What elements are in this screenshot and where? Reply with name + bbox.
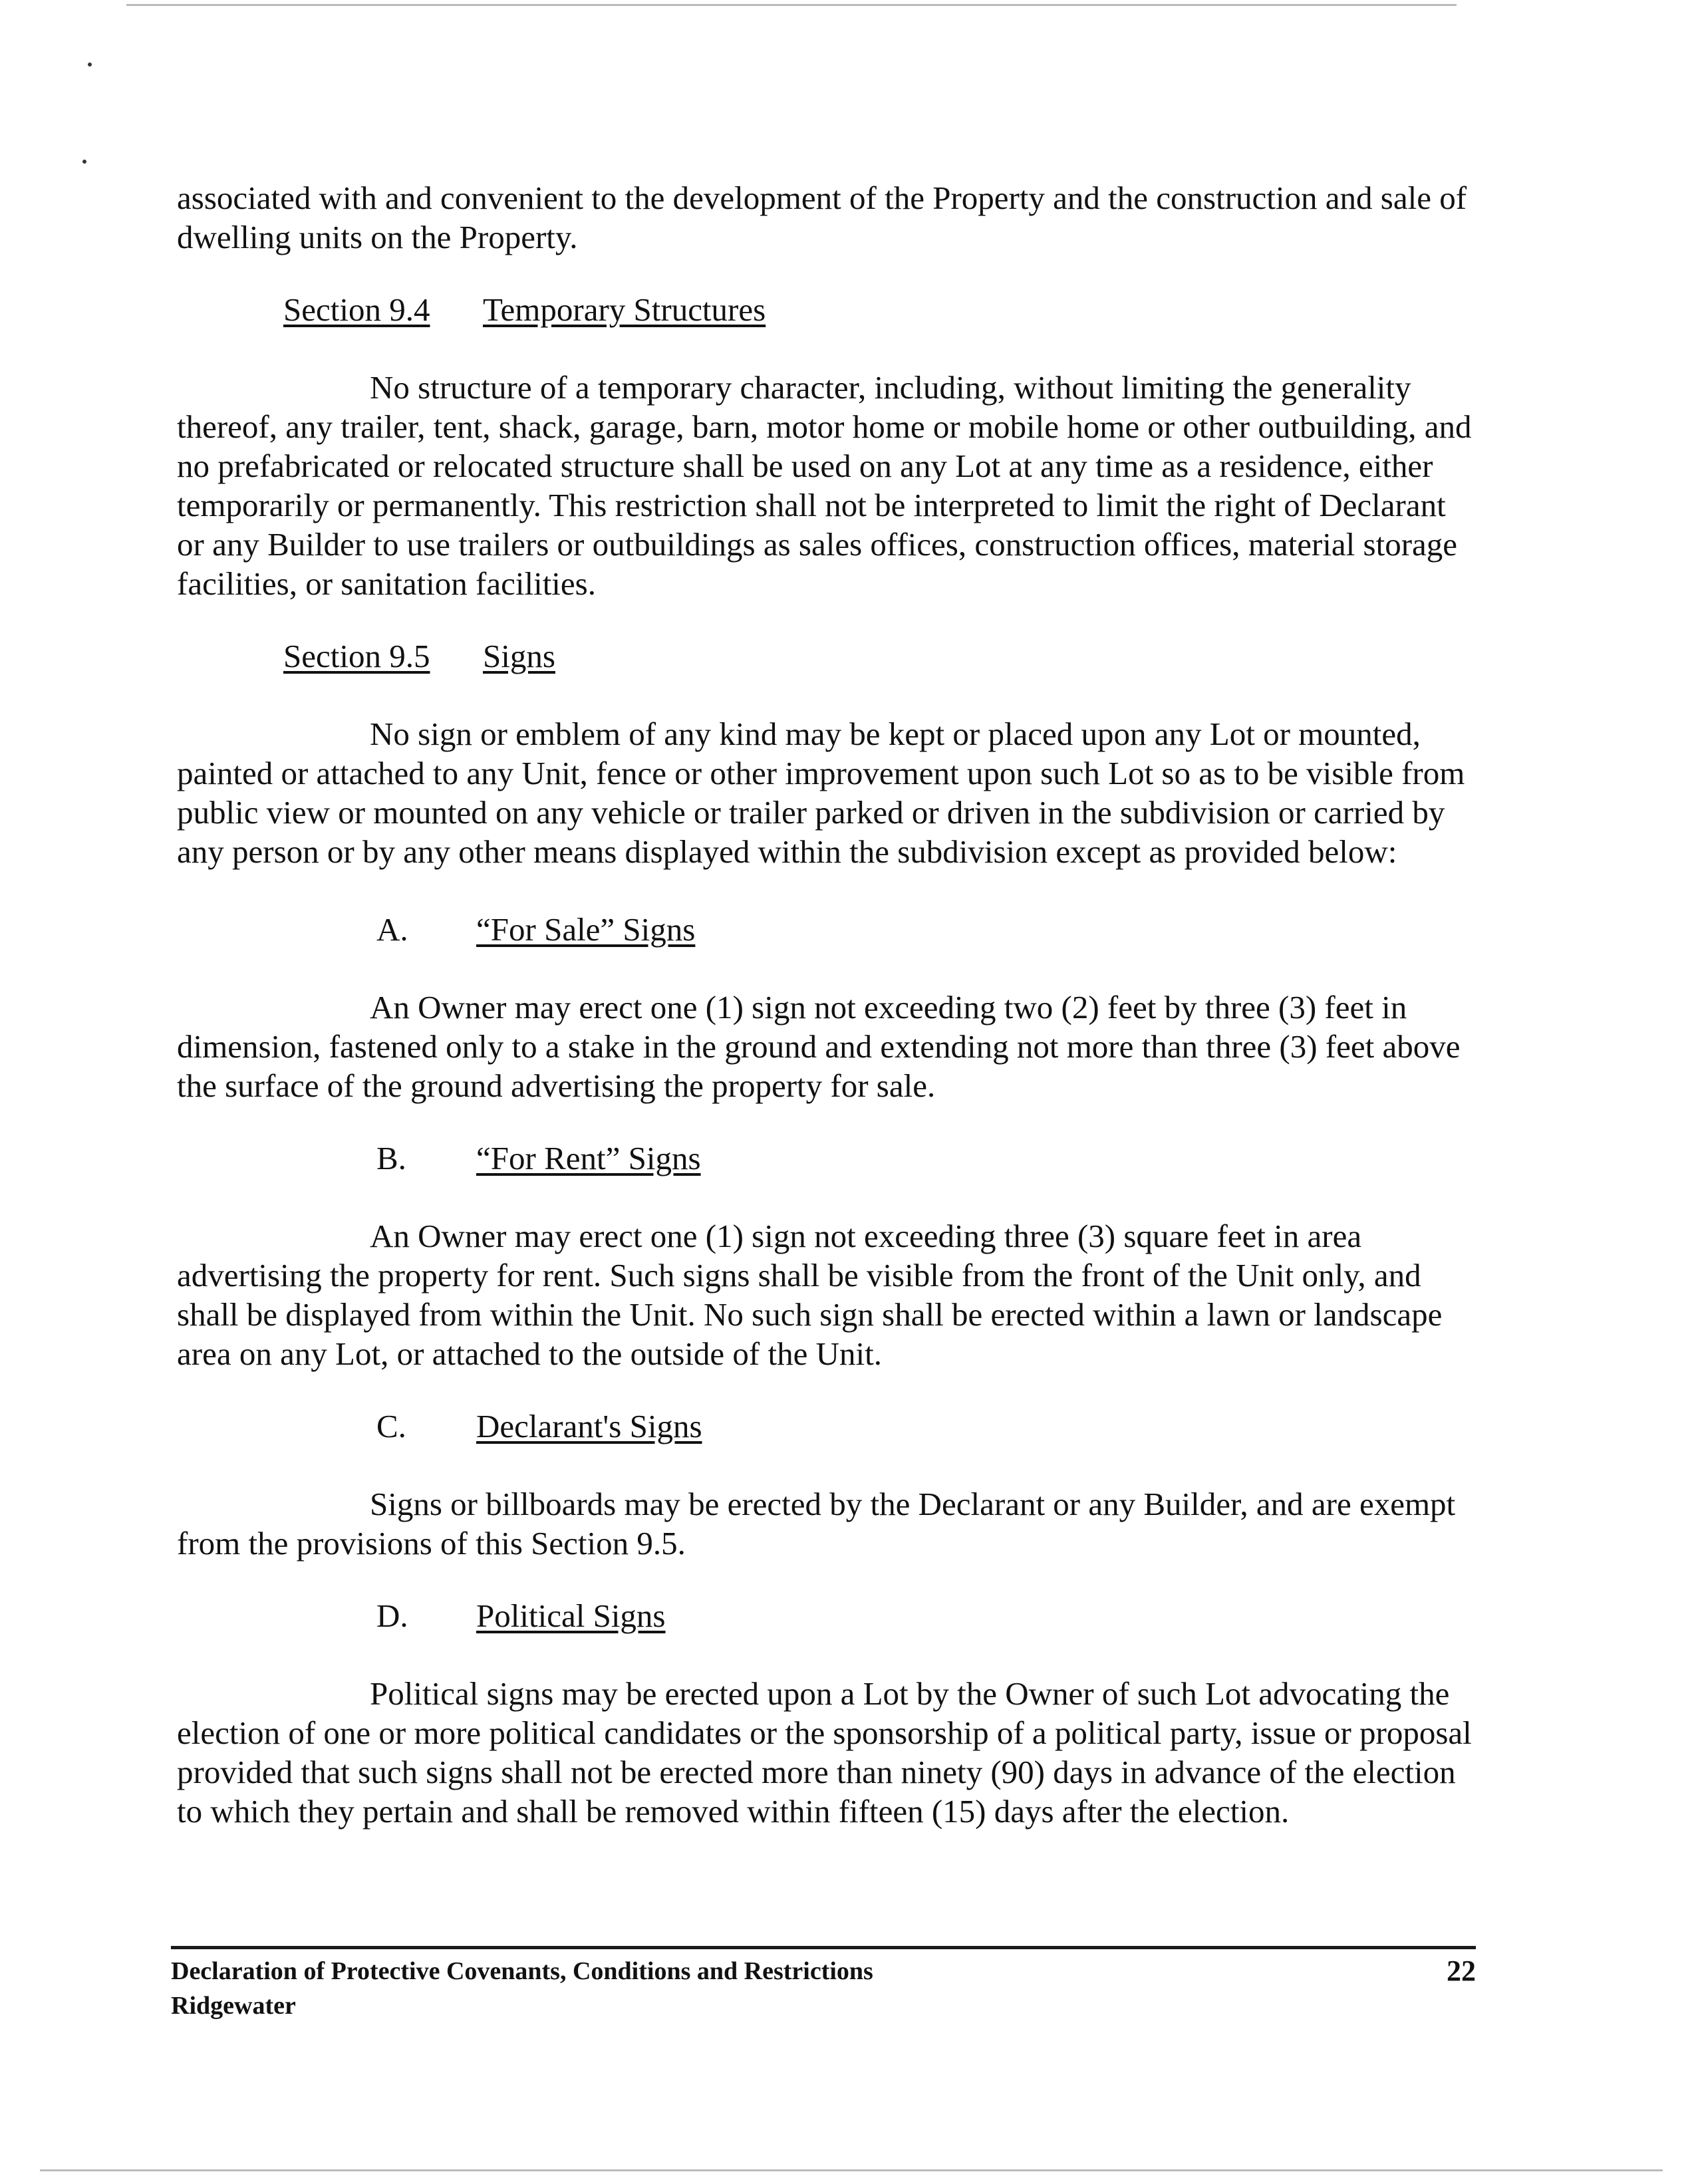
page-footer xyxy=(171,1954,1476,2023)
section-9-5-body: No sign or emblem of any kind may be kept or placed upon any Lot or mounted, painted or attached to any Unit, fence or other improvement upon such Lot so as to be visible from public view or mounted on any vehicle or trailer parked or driven in the subdivision or carried by any person or by any other means displayed within the subdivision except as provided below: xyxy=(177,716,1465,870)
page-number: 22 xyxy=(1447,1955,1476,1987)
scan-speck xyxy=(82,160,86,164)
subsection-title: Declarant's Signs xyxy=(476,1408,702,1444)
subsection-letter: B. xyxy=(376,1140,406,1176)
scan-artifact-top xyxy=(126,4,1457,6)
intro-paragraph: associated with and convenient to the development of the Property and the construction and sale of dwelling units on the Property. xyxy=(177,180,1467,255)
document-body xyxy=(177,178,1480,1831)
subsection-letter: A. xyxy=(376,911,408,948)
section-heading-9-5 xyxy=(177,636,1480,676)
subsection-c-body: Signs or billboards may be erected by the Declarant or any Builder, and are exempt from the provisions of this Section 9.5. xyxy=(177,1486,1456,1562)
subsection-b-body: An Owner may erect one (1) sign not exceeding three (3) square feet in area advertising the property for rent. Such signs shall be visible from the front of the Unit only, and shall be displayed from within the Unit. No such sign shall be erected within a lawn or landscape area on any Lot, or attached to the outside of the Unit. xyxy=(177,1218,1443,1372)
subsection-letter: D. xyxy=(376,1597,408,1634)
scan-artifact-bottom xyxy=(40,2169,1663,2171)
footer-subdivision-name: Ridgewater xyxy=(171,1992,296,2020)
subsection-heading-d xyxy=(177,1596,1480,1635)
footer-divider xyxy=(171,1946,1476,1949)
scan-speck xyxy=(88,63,92,67)
subsection-title: Political Signs xyxy=(476,1597,666,1634)
section-title: Signs xyxy=(483,638,555,674)
section-heading-9-4 xyxy=(177,290,1480,329)
section-number: Section 9.5 xyxy=(283,638,430,674)
subsection-letter: C. xyxy=(376,1408,406,1444)
section-title: Temporary Structures xyxy=(483,291,766,328)
section-number: Section 9.4 xyxy=(283,291,430,328)
subsection-title: “For Rent” Signs xyxy=(476,1140,701,1176)
subsection-heading-a xyxy=(177,910,1480,949)
footer-document-title: Declaration of Protective Covenants, Conditions and Restrictions xyxy=(171,1957,873,1985)
section-9-4-body: No structure of a temporary character, including, without limiting the generality thereof, any trailer, tent, shack, garage, barn, motor home or mobile home or other outbuilding, and no prefabricated or relocated structure shall be used on any Lot at any time as a residence, either temporarily or permanently. This restriction shall not be interpreted to limit the right of Declarant or any Builder to use trailers or outbuildings as sales offices, construction offices, material storage facilities, or sanitation facilities. xyxy=(177,369,1472,602)
subsection-heading-b xyxy=(177,1139,1480,1178)
subsection-a-body: An Owner may erect one (1) sign not exceeding two (2) feet by three (3) feet in dimension, fastened only to a stake in the ground and extending not more than three (3) feet above the surface of the ground advertising the property for sale. xyxy=(177,989,1461,1104)
subsection-title: “For Sale” Signs xyxy=(476,911,696,948)
subsection-d-body: Political signs may be erected upon a Lot by the Owner of such Lot advocating the election of one or more political candidates or the sponsorship of a political party, issue or proposal provided that such signs shall not be erected more than ninety (90) days in advance of the election to which they pertain and shall be removed within fifteen (15) days after the election. xyxy=(177,1675,1472,1830)
subsection-heading-c xyxy=(177,1407,1480,1446)
